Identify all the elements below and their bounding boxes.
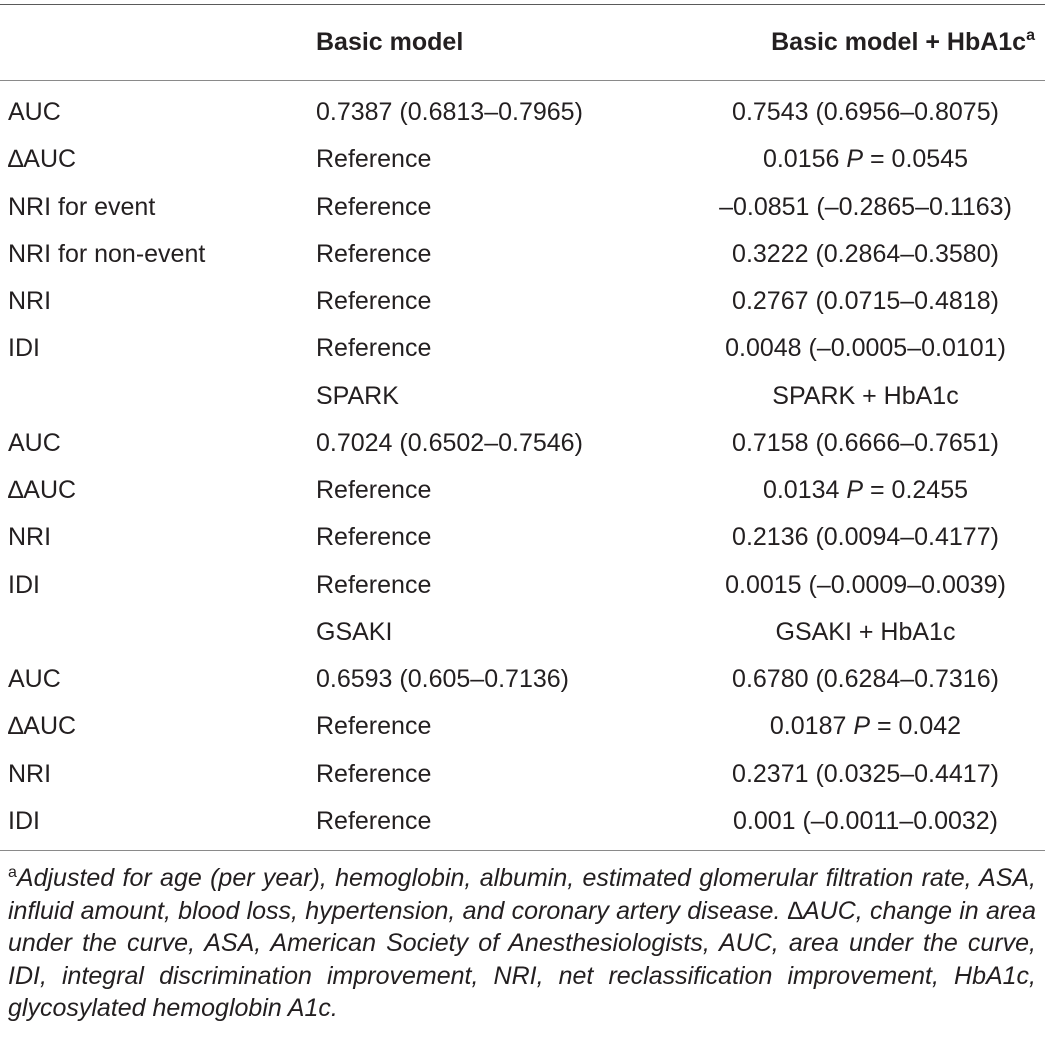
row-label: ∆AUC: [8, 712, 77, 741]
table-footnote: [8, 862, 1036, 1025]
basic-model-hba1c-value: GSAKI + HbA1c: [775, 617, 956, 646]
p-symbol: P: [846, 145, 864, 174]
table-row: [0, 374, 1045, 421]
header-basic-model: Basic model: [316, 28, 464, 56]
row-label: ∆AUC: [8, 476, 77, 504]
table-row: [0, 232, 1045, 279]
table-top-rule: [0, 4, 1045, 5]
basic-model-value: Reference: [316, 570, 432, 599]
basic-model-value: Reference: [316, 334, 432, 363]
table-row: [0, 657, 1045, 704]
basic-model-hba1c-value: 0.6780 (0.6284–0.7316): [732, 665, 999, 693]
basic-model-value: SPARK: [316, 381, 399, 410]
basic-model-value: 0.6593 (0.605–0.7136): [316, 665, 569, 693]
row-label: AUC: [8, 665, 61, 693]
row-label: AUC: [8, 98, 61, 126]
table-row: [0, 468, 1045, 515]
p-symbol: P: [853, 712, 871, 741]
basic-model-value: Reference: [316, 287, 432, 315]
basic-model-value: Reference: [316, 476, 432, 504]
row-label: ∆AUC: [8, 145, 77, 174]
header-basic-model-hba1c-label: Basic model + HbA1c: [771, 28, 1027, 56]
table-row: [0, 752, 1045, 799]
table-row: [0, 421, 1045, 468]
basic-model-hba1c-value: [700, 704, 1031, 748]
row-label: NRI: [8, 523, 52, 552]
basic-model-value: Reference: [316, 806, 432, 835]
table-row: [0, 185, 1045, 232]
basic-model-value: 0.7024 (0.6502–0.7546): [316, 428, 583, 457]
table-row: [0, 515, 1045, 562]
footnote-text: Adjusted for age (per year), hemoglobin, albumin, estimated glomerular filtration rate, ASA, influid amount, blood loss, hypertension, and coronary artery disease. ∆AUC, change in area under the curve, ASA, American Society of Anesthesiologists, AUC, area under the curve, IDI, integral discrimination improvement, NRI, net reclassification improvement, HbA1c, glycosylated hemoglobin A1c.: [8, 864, 1036, 1023]
table-row: [0, 563, 1045, 610]
basic-model-value: Reference: [316, 192, 432, 221]
table-row: [0, 279, 1045, 326]
basic-model-hba1c-value: 0.2371 (0.0325–0.4417): [732, 759, 999, 788]
basic-model-hba1c-value: 0.2136 (0.0094–0.4177): [732, 523, 999, 552]
basic-model-value: Reference: [316, 523, 432, 552]
p-value: = 0.0545: [863, 145, 969, 174]
header-footnote-marker: a: [1026, 27, 1035, 44]
basic-model-value: GSAKI: [316, 617, 393, 646]
table-bottom-rule: [0, 850, 1045, 851]
basic-model-hba1c-value: 0.7158 (0.6666–0.7651): [732, 428, 999, 457]
table-header-rule: [0, 80, 1045, 81]
row-label: IDI: [8, 570, 40, 599]
p-value: = 0.042: [870, 712, 962, 741]
basic-model-value: Reference: [316, 145, 432, 174]
table-row: [0, 137, 1045, 184]
table-row: [0, 610, 1045, 657]
footnote-marker: a: [8, 864, 17, 881]
basic-model-value: Reference: [316, 759, 432, 788]
basic-model-hba1c-value: 0.2767 (0.0715–0.4818): [732, 287, 999, 315]
basic-model-hba1c-value: –0.0851 (–0.2865–0.1163): [719, 192, 1012, 221]
p-value: = 0.2455: [863, 476, 969, 504]
header-basic-model-hba1c: [771, 22, 1035, 62]
basic-model-hba1c-value: 0.0048 (–0.0005–0.0101): [725, 334, 1006, 363]
row-label: IDI: [8, 806, 40, 835]
table-body: [0, 90, 1045, 846]
row-label: AUC: [8, 428, 61, 457]
table-row: [0, 90, 1045, 137]
delta-auc-value: 0.0134: [762, 476, 847, 504]
delta-auc-value: 0.0187: [769, 712, 854, 741]
p-symbol: P: [846, 476, 864, 504]
basic-model-value: Reference: [316, 712, 432, 741]
row-label: NRI: [8, 287, 52, 315]
delta-auc-value: 0.0156: [762, 145, 847, 174]
basic-model-hba1c-value: 0.001 (–0.0011–0.0032): [732, 806, 999, 835]
basic-model-value: Reference: [316, 239, 432, 268]
table-row: [0, 326, 1045, 373]
basic-model-hba1c-value: SPARK + HbA1c: [772, 381, 959, 410]
row-label: NRI for non-event: [8, 239, 206, 268]
table-header: [0, 22, 1045, 66]
row-label: NRI for event: [8, 192, 156, 221]
basic-model-hba1c-value: [700, 468, 1031, 512]
basic-model-value: 0.7387 (0.6813–0.7965): [316, 98, 583, 126]
basic-model-hba1c-value: 0.3222 (0.2864–0.3580): [732, 239, 999, 268]
basic-model-hba1c-value: [700, 137, 1031, 181]
basic-model-hba1c-value: 0.0015 (–0.0009–0.0039): [725, 570, 1006, 599]
table-row: [0, 704, 1045, 751]
row-label: IDI: [8, 334, 40, 363]
row-label: NRI: [8, 759, 52, 788]
table-row: [0, 799, 1045, 846]
basic-model-hba1c-value: 0.7543 (0.6956–0.8075): [732, 98, 999, 126]
